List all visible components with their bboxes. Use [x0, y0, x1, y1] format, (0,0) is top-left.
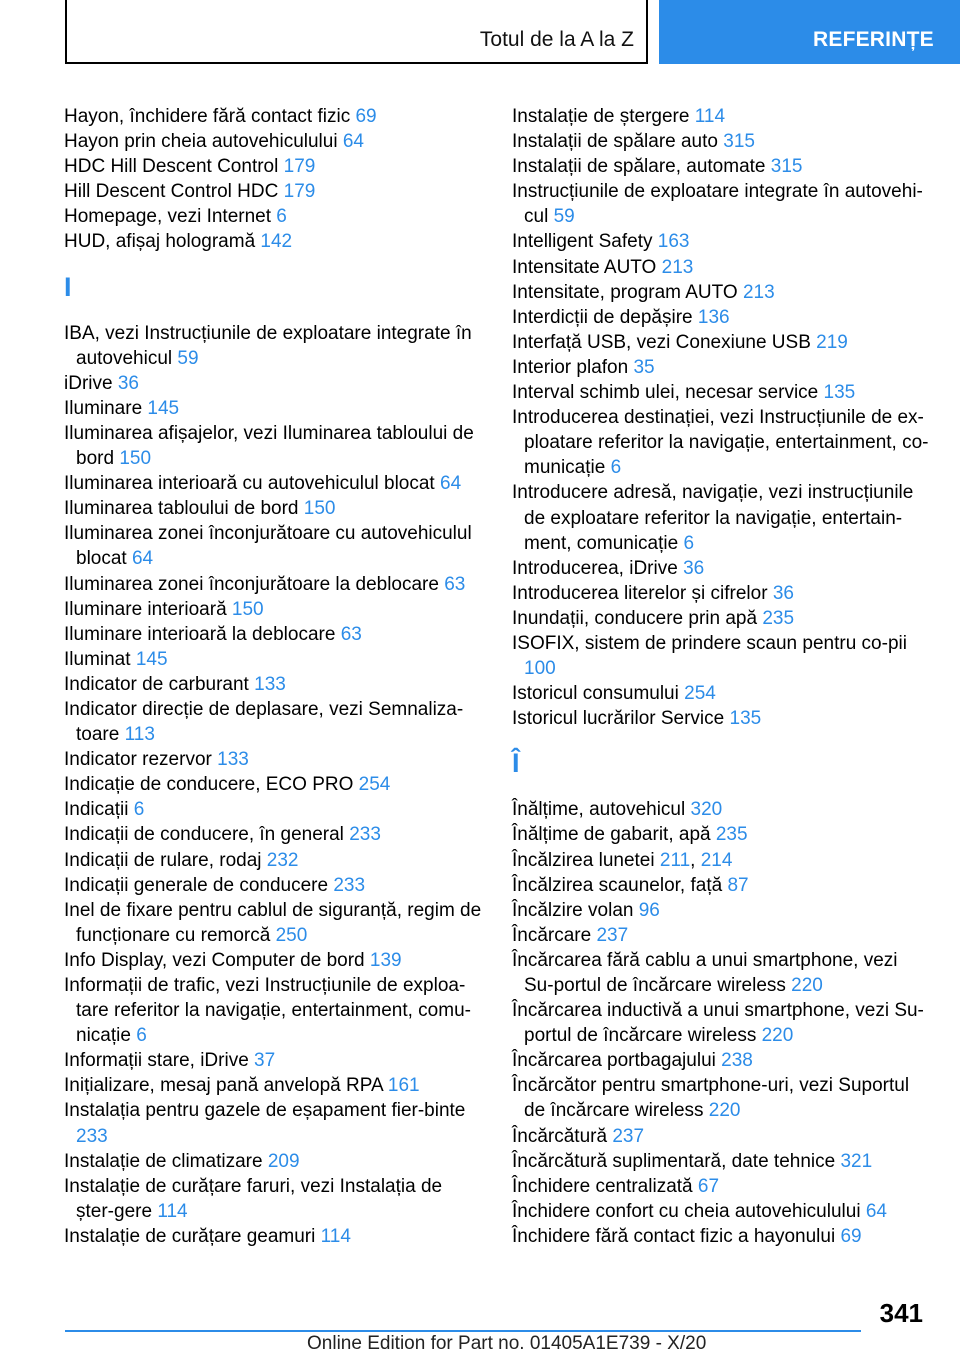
index-group-i-circumflex — [512, 797, 932, 1249]
page-reference-link[interactable]: 6 — [133, 799, 145, 821]
page-reference-link[interactable]: 96 — [638, 899, 660, 921]
index-group-h — [64, 104, 484, 255]
index-entry-term: Încălzire volan — [512, 899, 639, 921]
index-entry — [512, 1224, 932, 1249]
index-entry — [512, 154, 932, 179]
index-entry — [64, 1174, 484, 1224]
index-entry — [512, 1149, 932, 1174]
index-entry-term: Indicații de rulare, rodaj — [64, 849, 267, 871]
page-reference-link[interactable]: 145 — [135, 648, 168, 670]
index-entry-term: Iluminare — [64, 397, 148, 419]
index-entry-term: Încărcătură — [512, 1125, 613, 1147]
index-entry-term: Interdicții de depășire — [512, 306, 698, 328]
index-entry-term: Indicații generale de conducere — [64, 874, 334, 896]
index-entry-term: Iluminarea zonei înconjurătoare la deblocare — [64, 573, 445, 595]
index-entry — [512, 1048, 932, 1073]
index-entry — [512, 1199, 932, 1224]
index-entry — [64, 948, 484, 973]
page-reference-link[interactable]: 114 — [157, 1200, 188, 1222]
index-entry-term: Închidere centralizată — [512, 1175, 698, 1197]
index-entry-term: ISOFIX, sistem de prindere scaun pentru co‐pii — [512, 632, 907, 654]
index-entry-term: Interfață USB, vezi Conexiune USB — [512, 331, 817, 353]
page-reference-link[interactable]: 133 — [217, 749, 249, 771]
page-reference-link[interactable]: 211 — [659, 849, 691, 871]
index-entry-term: Hill Descent Control HDC — [64, 181, 284, 203]
page-reference-link[interactable]: 254 — [358, 774, 391, 796]
page-reference-link[interactable]: 6 — [136, 1025, 147, 1047]
index-entry — [512, 179, 932, 229]
index-entry-term: Hayon, închidere fără contact fizic — [64, 106, 356, 127]
page-reference-link[interactable]: 163 — [657, 231, 690, 253]
index-entry-term: Iluminarea zonei înconjurătoare cu autovehiculul blocat — [64, 523, 472, 570]
index-entry — [512, 380, 932, 405]
index-entry-term: Istoricul lucrărilor Service — [512, 708, 730, 730]
index-entry-term: Informații stare, iDrive — [64, 1050, 255, 1072]
index-entry — [512, 104, 932, 129]
page-reference-link[interactable]: 235 — [762, 607, 795, 629]
page-reference-link[interactable]: 6 — [683, 532, 695, 554]
index-entry — [64, 622, 484, 647]
index-entry-term: Introducere adresă, navigație, vezi instrucțiunile de exploatare referitor la navigație, entertain‐ment, comunicație — [512, 482, 914, 554]
index-entry-term: Încălzirea scaunelor, față — [512, 874, 728, 896]
index-entry — [512, 581, 932, 606]
page-reference-link[interactable]: 209 — [267, 1150, 300, 1172]
page-reference-link[interactable]: 135 — [729, 708, 762, 730]
page-reference-link[interactable]: 220 — [761, 1025, 794, 1047]
page-reference-link[interactable]: 233 — [76, 1125, 108, 1147]
index-entry — [64, 672, 484, 697]
index-entry — [512, 998, 932, 1048]
index-entry — [64, 371, 484, 396]
page-reference-link[interactable]: 213 — [661, 256, 694, 278]
footer-divider — [65, 1330, 861, 1332]
index-entry — [64, 848, 484, 873]
page-reference-link[interactable]: 179 — [283, 181, 316, 203]
page-reference-link[interactable]: 37 — [254, 1050, 276, 1072]
index-entry-term: Intensitate AUTO — [512, 256, 662, 278]
index-entry — [64, 772, 484, 797]
index-entry-term: Instrucțiunile de exploatare integrate în autovehi‐cul — [512, 181, 923, 228]
index-entry — [64, 229, 484, 254]
index-entry-term: Info Display, vezi Computer de bord — [64, 949, 370, 971]
page-reference-link[interactable]: 36 — [117, 372, 139, 394]
page-reference-link[interactable]: 69 — [355, 106, 377, 127]
index-entry-term: Iluminat — [64, 648, 136, 670]
index-column-right — [512, 104, 932, 1249]
index-entry-term: Instalație de climatizare — [64, 1150, 268, 1172]
index-entry — [64, 129, 484, 154]
page-reference-link[interactable]: 64 — [440, 473, 462, 495]
page-reference-link[interactable]: 133 — [254, 673, 286, 695]
page-reference-link[interactable]: 179 — [283, 156, 316, 178]
index-entry-term: Indicator de carburant — [64, 673, 255, 695]
index-entry-term: Homepage, vezi Internet — [64, 206, 277, 228]
index-entry-term: Iluminarea tabloului de bord — [64, 498, 304, 520]
index-entry — [512, 1174, 932, 1199]
index-entry-term: Iluminarea afișajelor, vezi Iluminarea tabloului de bord — [64, 422, 474, 470]
page-reference-link[interactable]: 220 — [708, 1100, 741, 1122]
footer-edition-text: Online Edition for Part no. 01405A1E739 - X/20 — [307, 1333, 707, 1354]
page-reference-link[interactable]: 214 — [700, 849, 733, 871]
index-entry — [512, 822, 932, 847]
index-entry-term: Încărcarea portbagajului — [512, 1050, 722, 1072]
page-reference-link[interactable]: 220 — [791, 975, 823, 996]
index-entry — [64, 1149, 484, 1174]
index-entry — [64, 1098, 484, 1148]
index-entry — [64, 154, 484, 179]
index-entry-term: Informații de trafic, vezi Instrucțiunile de exploa‐tare referitor la navigație, entertainment, comu‐nicație — [64, 975, 471, 1047]
index-group-i — [64, 321, 484, 1249]
index-entry-term: Încărcarea inductivă a unui smartphone, vezi Su‐portul de încărcare wireless — [512, 1000, 924, 1047]
index-entry-term: Înălțime de gabarit, apă — [512, 824, 716, 846]
index-entry — [64, 647, 484, 672]
index-entry-term: Interior plafon — [512, 356, 634, 378]
page-reference-link[interactable]: 59 — [553, 206, 575, 228]
index-entry-term: Indicații de conducere, în general — [64, 824, 350, 846]
index-entry — [512, 129, 932, 154]
page-reference-link[interactable]: 142 — [260, 231, 293, 253]
index-entry-term: Introducerea destinației, vezi Instrucțiunile de ex‐ploatare referitor la navigație, entertainment, co‐municație — [512, 407, 929, 479]
page-reference-link[interactable]: 150 — [303, 498, 336, 520]
index-entry — [512, 355, 932, 380]
index-entry — [512, 280, 932, 305]
index-entry — [512, 405, 932, 480]
index-entry-term: Iluminare interioară — [64, 598, 232, 620]
page-ref-separator: , — [690, 849, 701, 871]
page-reference-link[interactable]: 135 — [823, 382, 856, 404]
index-entry — [512, 255, 932, 280]
header-section-tab — [65, 0, 648, 64]
page-reference-link[interactable]: 87 — [727, 874, 749, 896]
page-reference-link[interactable]: 235 — [715, 824, 748, 846]
index-entry-term: Indicație de conducere, ECO PRO — [64, 774, 359, 796]
page-reference-link[interactable]: 59 — [177, 347, 199, 369]
page-reference-link[interactable]: 315 — [723, 131, 755, 153]
index-entry — [512, 848, 932, 873]
page-reference-link[interactable]: 63 — [444, 573, 466, 595]
index-entry-term: IBA, vezi Instrucțiunile de exploatare integrate în autovehicul — [64, 322, 472, 369]
index-entry — [512, 1124, 932, 1149]
index-entry — [64, 179, 484, 204]
page-reference-link[interactable]: 237 — [596, 924, 629, 946]
index-entry-term: Introducerea literelor și cifrelor — [512, 582, 773, 604]
page-reference-link[interactable]: 232 — [266, 849, 299, 871]
page-reference-link[interactable]: 6 — [610, 457, 622, 479]
page-reference-link[interactable]: 114 — [320, 1225, 351, 1247]
index-entry — [64, 421, 484, 471]
page-reference-link[interactable]: 36 — [772, 582, 794, 604]
page-reference-link[interactable]: 320 — [690, 799, 723, 821]
index-entry — [512, 606, 932, 631]
page-reference-link[interactable]: 69 — [840, 1225, 862, 1247]
index-entry — [64, 1073, 484, 1098]
index-entry-term: Înălțime, autovehicul — [512, 799, 691, 821]
index-entry — [512, 923, 932, 948]
header-section-title: Totul de la A la Z — [479, 28, 634, 51]
section-letter-i: I — [64, 271, 72, 302]
page-reference-link[interactable]: 64 — [131, 548, 154, 570]
page-reference-link[interactable]: 113 — [124, 724, 155, 746]
index-entry — [512, 556, 932, 581]
index-entry — [64, 697, 484, 747]
index-entry — [512, 480, 932, 555]
index-entry-term: Instalații de spălare, automate — [512, 156, 771, 178]
index-entry — [64, 898, 484, 948]
index-column-left — [64, 104, 484, 1249]
index-entry — [64, 471, 484, 496]
index-entry — [512, 1073, 932, 1123]
page-reference-link[interactable]: 161 — [387, 1075, 420, 1097]
index-entry-term: Indicator direcție de deplasare, vezi Semnaliza‐toare — [64, 698, 464, 746]
page-number: 341 — [879, 1298, 923, 1328]
index-entry — [64, 521, 484, 571]
index-entry — [64, 321, 484, 371]
page-reference-link[interactable]: 250 — [275, 924, 308, 946]
index-entry — [64, 597, 484, 622]
index-entry-term: Instalația pentru gazele de eșapament fier‐binte — [64, 1100, 466, 1122]
index-entry-term: Introducerea, iDrive — [512, 557, 684, 579]
index-entry — [512, 797, 932, 822]
page-reference-link[interactable]: 136 — [697, 306, 730, 328]
page-reference-link[interactable]: 6 — [276, 206, 287, 228]
page-reference-link[interactable]: 150 — [119, 448, 152, 470]
index-entry-term: Hayon prin cheia autovehiculului — [64, 131, 343, 153]
index-entry-term: Intelligent Safety — [512, 231, 658, 253]
page-reference-link[interactable]: 36 — [683, 557, 705, 579]
index-entry — [512, 330, 932, 355]
page-reference-link[interactable]: 150 — [231, 598, 264, 620]
index-entry-term: Încălzirea lunetei — [512, 849, 660, 871]
index-entry — [512, 873, 932, 898]
index-entry-term: Istoricul consumului — [512, 683, 685, 705]
index-entry-term: Inel de fixare pentru cablul de siguranță, regim de funcționare cu remorcă — [64, 899, 482, 946]
index-entry — [64, 873, 484, 898]
index-entry-term: Instalație de ștergere — [512, 106, 695, 127]
index-entry-term: Inițializare, mesaj pană anvelopă RPA — [64, 1075, 388, 1097]
index-entry — [512, 681, 932, 706]
index-entry — [64, 822, 484, 847]
index-entry — [64, 496, 484, 521]
index-entry — [512, 948, 932, 998]
index-entry — [512, 305, 932, 330]
index-entry — [64, 396, 484, 421]
page-reference-link[interactable]: 35 — [633, 356, 655, 378]
index-entry-term: Intensitate, program AUTO — [512, 281, 743, 303]
page-reference-link[interactable]: 254 — [684, 683, 716, 705]
index-entry — [512, 229, 932, 254]
page-reference-link[interactable]: 67 — [697, 1175, 720, 1197]
index-entry-term: Închidere confort cu cheia autovehiculului — [512, 1200, 866, 1222]
page-reference-link[interactable]: 219 — [816, 331, 848, 353]
index-entry — [512, 898, 932, 923]
index-entry-term: Inundații, conducere prin apă — [512, 607, 763, 629]
index-entry-term: Instalație de curățare faruri, vezi Instalația de șter‐gere — [64, 1175, 443, 1222]
index-entry-term: Încărcător pentru smartphone-uri, vezi Suportul de încărcare wireless — [512, 1075, 910, 1122]
header-chapter-label: REFERINȚE — [813, 28, 934, 51]
page-reference-link[interactable]: 238 — [721, 1050, 753, 1072]
index-entry-term: Indicator rezervor — [64, 749, 218, 771]
index-entry — [64, 572, 484, 597]
index-entry — [64, 204, 484, 229]
page-reference-link[interactable]: 100 — [524, 658, 556, 680]
index-entry — [512, 706, 932, 731]
index-entry — [64, 1224, 484, 1249]
page-reference-link[interactable]: 233 — [333, 874, 366, 896]
index-entry-term: Încărcătură suplimentară, date tehnice — [512, 1150, 841, 1172]
page-reference-link[interactable]: 114 — [694, 106, 726, 127]
page-reference-link[interactable]: 64 — [342, 131, 364, 153]
section-letter-i-circumflex: Î — [512, 748, 520, 779]
index-entry — [64, 747, 484, 772]
index-entry-term: HDC Hill Descent Control — [64, 156, 284, 178]
index-entry-term: iDrive — [64, 372, 118, 394]
index-entry-term: Închidere fără contact fizic a hayonului — [512, 1225, 841, 1247]
index-entry — [64, 797, 484, 822]
page-reference-link[interactable]: 213 — [742, 281, 775, 303]
page-reference-link[interactable]: 237 — [612, 1125, 645, 1147]
index-entry-term: Instalații de spălare auto — [512, 131, 724, 153]
index-entry-term: Indicații — [64, 799, 134, 821]
index-entry-term: Iluminarea interioară cu autovehiculul blocat — [64, 473, 440, 495]
header-chapter-tab[interactable] — [659, 0, 960, 64]
index-group-i-continued — [512, 104, 932, 731]
index-entry-term: Încărcare — [512, 924, 597, 946]
index-entry-term: HUD, afișaj hologramă — [64, 231, 261, 253]
page-reference-link[interactable]: 315 — [770, 156, 803, 178]
page-reference-link[interactable]: 63 — [340, 623, 362, 645]
page-reference-link[interactable]: 145 — [147, 397, 180, 419]
page-reference-link[interactable]: 233 — [349, 824, 381, 846]
index-entry-term: Încărcarea fără cablu a unui smartphone, vezi Su‐portul de încărcare wireless — [512, 949, 898, 996]
index-entry — [64, 104, 484, 129]
index-entry-term: Iluminare interioară la deblocare — [64, 623, 341, 645]
page-reference-link[interactable]: 321 — [840, 1150, 873, 1172]
index-entry-term: Instalație de curățare geamuri — [64, 1225, 321, 1247]
page-reference-link[interactable]: 139 — [369, 949, 402, 971]
page-reference-link[interactable]: 64 — [865, 1200, 887, 1222]
index-entry — [64, 1048, 484, 1073]
index-entry — [64, 973, 484, 1048]
index-entry — [512, 631, 932, 681]
index-entry-term: Interval schimb ulei, necesar service — [512, 382, 824, 404]
